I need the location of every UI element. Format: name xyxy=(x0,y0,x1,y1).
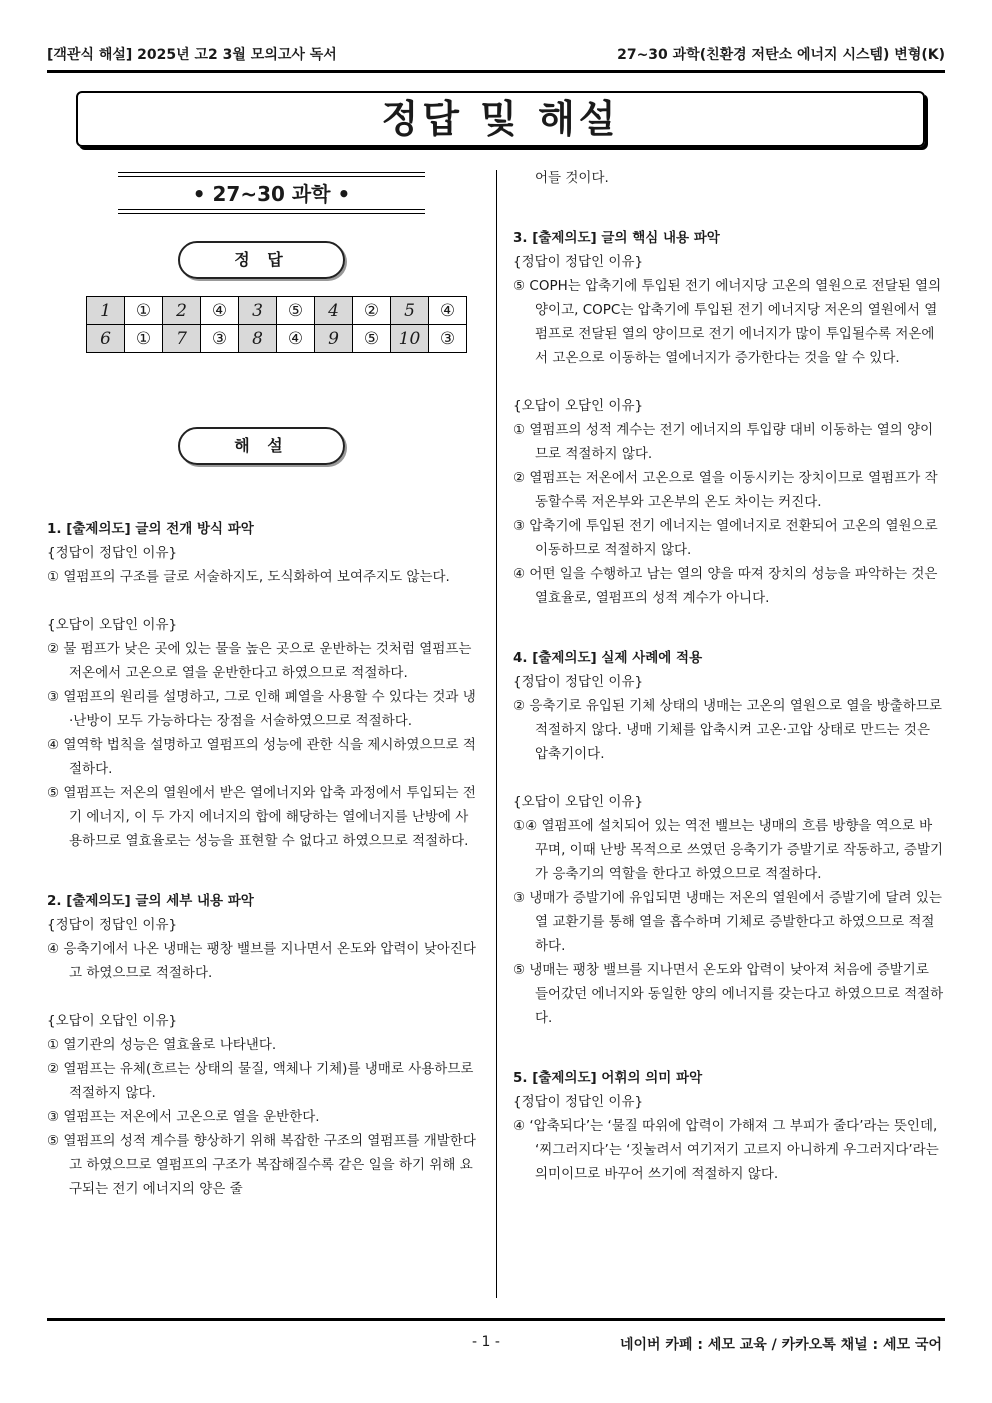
q-number: 9 xyxy=(315,325,353,353)
q5-title: 5. [출제의도] 어휘의 의미 파악 xyxy=(513,1070,703,1086)
q3-wrong-2: ③ 압축기에 투입된 전기 에너지는 열에너지로 전환되어 고온의 열원으로 이동하므로 적절하지 않다. xyxy=(513,518,938,558)
q-number: 8 xyxy=(239,325,277,353)
answer-value: ② xyxy=(353,297,391,325)
q4-correct-head: {정답이 정답인 이유} xyxy=(513,674,644,690)
q3-wrong-1: ② 열펌프는 저온에서 고온으로 열을 이동시키는 장치이므로 열펌프가 작동할수록 저온부와 고온부의 온도 차이는 커진다. xyxy=(513,470,938,510)
q4-correct-0: ② 응축기로 유입된 기체 상태의 냉매는 고온의 열원으로 열을 방출하므로 적절하지 않다. 냉매 기체를 압축시켜 고온·고압 상태로 만드는 것은 압축기이다. xyxy=(513,698,942,762)
q-number: 2 xyxy=(163,297,201,325)
footer-credit: 네이버 카페 : 세모 교육 / 카카오톡 채널 : 세모 국어 xyxy=(619,1337,942,1353)
left-column xyxy=(47,517,477,1201)
section-banner xyxy=(118,172,425,214)
answer-row-1 xyxy=(87,297,467,325)
page-title: 정답 및 해설 xyxy=(76,91,925,147)
q1-wrong-head: {오답이 오답인 이유} xyxy=(47,617,178,633)
q5-correct-0: ④ ‘압축되다’는 ‘물질 따위에 압력이 가해져 그 부피가 줄다’라는 뜻인데, ‘찌그러지다’는 ‘짓눌려서 여기저기 고르지 아니하게 우그러지다’라는 의미이므로 바꾸어 쓰기에 적절하지 않다. xyxy=(513,1118,939,1182)
q-number: 3 xyxy=(239,297,277,325)
q3-wrong-3: ④ 어떤 일을 수행하고 남는 열의 양을 따져 장치의 성능을 파악하는 것은 열효율로, 열펌프의 성적 계수가 아니다. xyxy=(513,566,938,606)
q4-title: 4. [출제의도] 실제 사례에 적용 xyxy=(513,650,703,666)
answer-value: ③ xyxy=(201,325,239,353)
q3-wrong-0: ① 열펌프의 성적 계수는 전기 에너지의 투입량 대비 이동하는 열의 양이므로 적절하지 않다. xyxy=(513,422,934,462)
page-header xyxy=(47,44,945,66)
q-number: 1 xyxy=(87,297,125,325)
q4-wrong-2: ⑤ 냉매는 팽창 밸브를 지나면서 온도와 압력이 낮아져 처음에 증발기로 들어갔던 에너지와 동일한 양의 에너지를 갖는다고 하였으므로 적절하다. xyxy=(513,962,944,1026)
answer-value: ④ xyxy=(277,325,315,353)
answer-label: 정 답 xyxy=(178,241,345,279)
q2-title: 2. [출제의도] 글의 세부 내용 파악 xyxy=(47,893,254,909)
q-number: 6 xyxy=(87,325,125,353)
q2-wrong-0: ① 열기관의 성능은 열효율로 나타낸다. xyxy=(47,1037,277,1053)
q3-wrong-head: {오답이 오답인 이유} xyxy=(513,398,644,414)
column-divider xyxy=(496,170,497,1298)
q-number: 10 xyxy=(391,325,429,353)
section-banner-label: • 27~30 과학 • xyxy=(192,182,351,206)
answer-value: ⑤ xyxy=(353,325,391,353)
answer-row-2 xyxy=(87,325,467,353)
q3-title: 3. [출제의도] 글의 핵심 내용 파악 xyxy=(513,230,720,246)
explanation-label: 해 설 xyxy=(178,427,345,465)
q1-wrong-2: ④ 열역학 법칙을 설명하고 열펌프의 성능에 관한 식을 제시하였으므로 적절하다. xyxy=(47,737,476,777)
q1-title: 1. [출제의도] 글의 전개 방식 파악 xyxy=(47,521,254,537)
answer-value: ① xyxy=(125,297,163,325)
q1-correct-head: {정답이 정답인 이유} xyxy=(47,545,178,561)
q-number: 5 xyxy=(391,297,429,325)
q3-correct-0: ⑤ COPH는 압축기에 투입된 전기 에너지당 고온의 열원으로 전달된 열의 양이고, COPC는 압축기에 투입된 전기 에너지당 저온의 열원에서 열펌프로 전달된 열의 양이므로 전기 에너지가 많이 투입될수록 저온에서 고온으로 이동하는 열에너지가 증가한다는 것을 알 수 있다. xyxy=(513,278,942,366)
q2-correct-head: {정답이 정답인 이유} xyxy=(47,917,178,933)
q-number: 7 xyxy=(163,325,201,353)
q-number: 4 xyxy=(315,297,353,325)
q2-wrong-3-part1: ⑤ 열펌프의 성적 계수를 향상하기 위해 복잡한 구조의 열펌프를 개발한다고 하였으므로 열펌프의 구조가 복잡해질수록 같은 일을 하기 위해 요구되는 전기 에너지의 양은 줄 xyxy=(47,1133,476,1197)
q2-wrong-head: {오답이 오답인 이유} xyxy=(47,1013,178,1029)
q5-correct-head: {정답이 정답인 이유} xyxy=(513,1094,644,1110)
q4-wrong-head: {오답이 오답인 이유} xyxy=(513,794,644,810)
answer-value: ④ xyxy=(201,297,239,325)
answer-table xyxy=(86,296,467,353)
q4-wrong-0: ①④ 열펌프에 설치되어 있는 역전 밸브는 냉매의 흐름 방향을 역으로 바꾸며, 이때 난방 목적으로 쓰였던 응축기가 증발기로 작동하고, 증발기가 응축기의 역할을 한다고 하였으므로 적절하다. xyxy=(513,818,944,882)
header-left: [객관식 해설] 2025년 고2 3월 모의고사 독서 xyxy=(47,47,337,63)
q1-wrong-1: ③ 열펌프의 원리를 설명하고, 그로 인해 폐열을 사용할 수 있다는 것과 냉·난방이 모두 가능하다는 장점을 서술하였으므로 적절하다. xyxy=(47,689,476,729)
footer-rule xyxy=(47,1318,945,1321)
page-number: - 1 - xyxy=(472,1334,500,1350)
answer-value: ③ xyxy=(429,325,467,353)
answer-value: ④ xyxy=(429,297,467,325)
q2-wrong-2: ③ 열펌프는 저온에서 고온으로 열을 운반한다. xyxy=(47,1109,320,1125)
q3-correct-head: {정답이 정답인 이유} xyxy=(513,254,644,270)
answer-value: ⑤ xyxy=(277,297,315,325)
header-right: 27~30 과학(친환경 저탄소 에너지 시스템) 변형(K) xyxy=(617,47,945,63)
q1-wrong-0: ② 물 펌프가 낮은 곳에 있는 물을 높은 곳으로 운반하는 것처럼 열펌프는 저온에서 고온으로 열을 운반한다고 하였으므로 적절하다. xyxy=(47,641,472,681)
q1-correct-0: ① 열펌프의 구조를 글로 서술하지도, 도식화하여 보여주지도 않는다. xyxy=(47,569,450,585)
q1-wrong-3: ⑤ 열펌프는 저온의 열원에서 받은 열에너지와 압축 과정에서 투입되는 전기 에너지, 이 두 가지 에너지의 합에 해당하는 열에너지를 난방에 사용하므로 열효율로는 성능을 표현할 수 없다고 하였으므로 적절하다. xyxy=(47,785,476,849)
q2-correct-0: ④ 응축기에서 나온 냉매는 팽창 밸브를 지나면서 온도와 압력이 낮아진다고 하였으므로 적절하다. xyxy=(47,941,476,981)
q4-wrong-1: ③ 냉매가 증발기에 유입되면 냉매는 저온의 열원에서 증발기에 달려 있는 열 교환기를 통해 열을 흡수하며 기체로 증발한다고 하였으므로 적절하다. xyxy=(513,890,942,954)
q2-wrong-1: ② 열펌프는 유체(흐르는 상태의 물질, 액체나 기체)를 냉매로 사용하므로 적절하지 않다. xyxy=(47,1061,474,1101)
answer-value: ① xyxy=(125,325,163,353)
right-column xyxy=(513,166,945,1186)
header-rule xyxy=(47,70,945,73)
q2-wrong-3-part2: 어들 것이다. xyxy=(535,170,609,186)
